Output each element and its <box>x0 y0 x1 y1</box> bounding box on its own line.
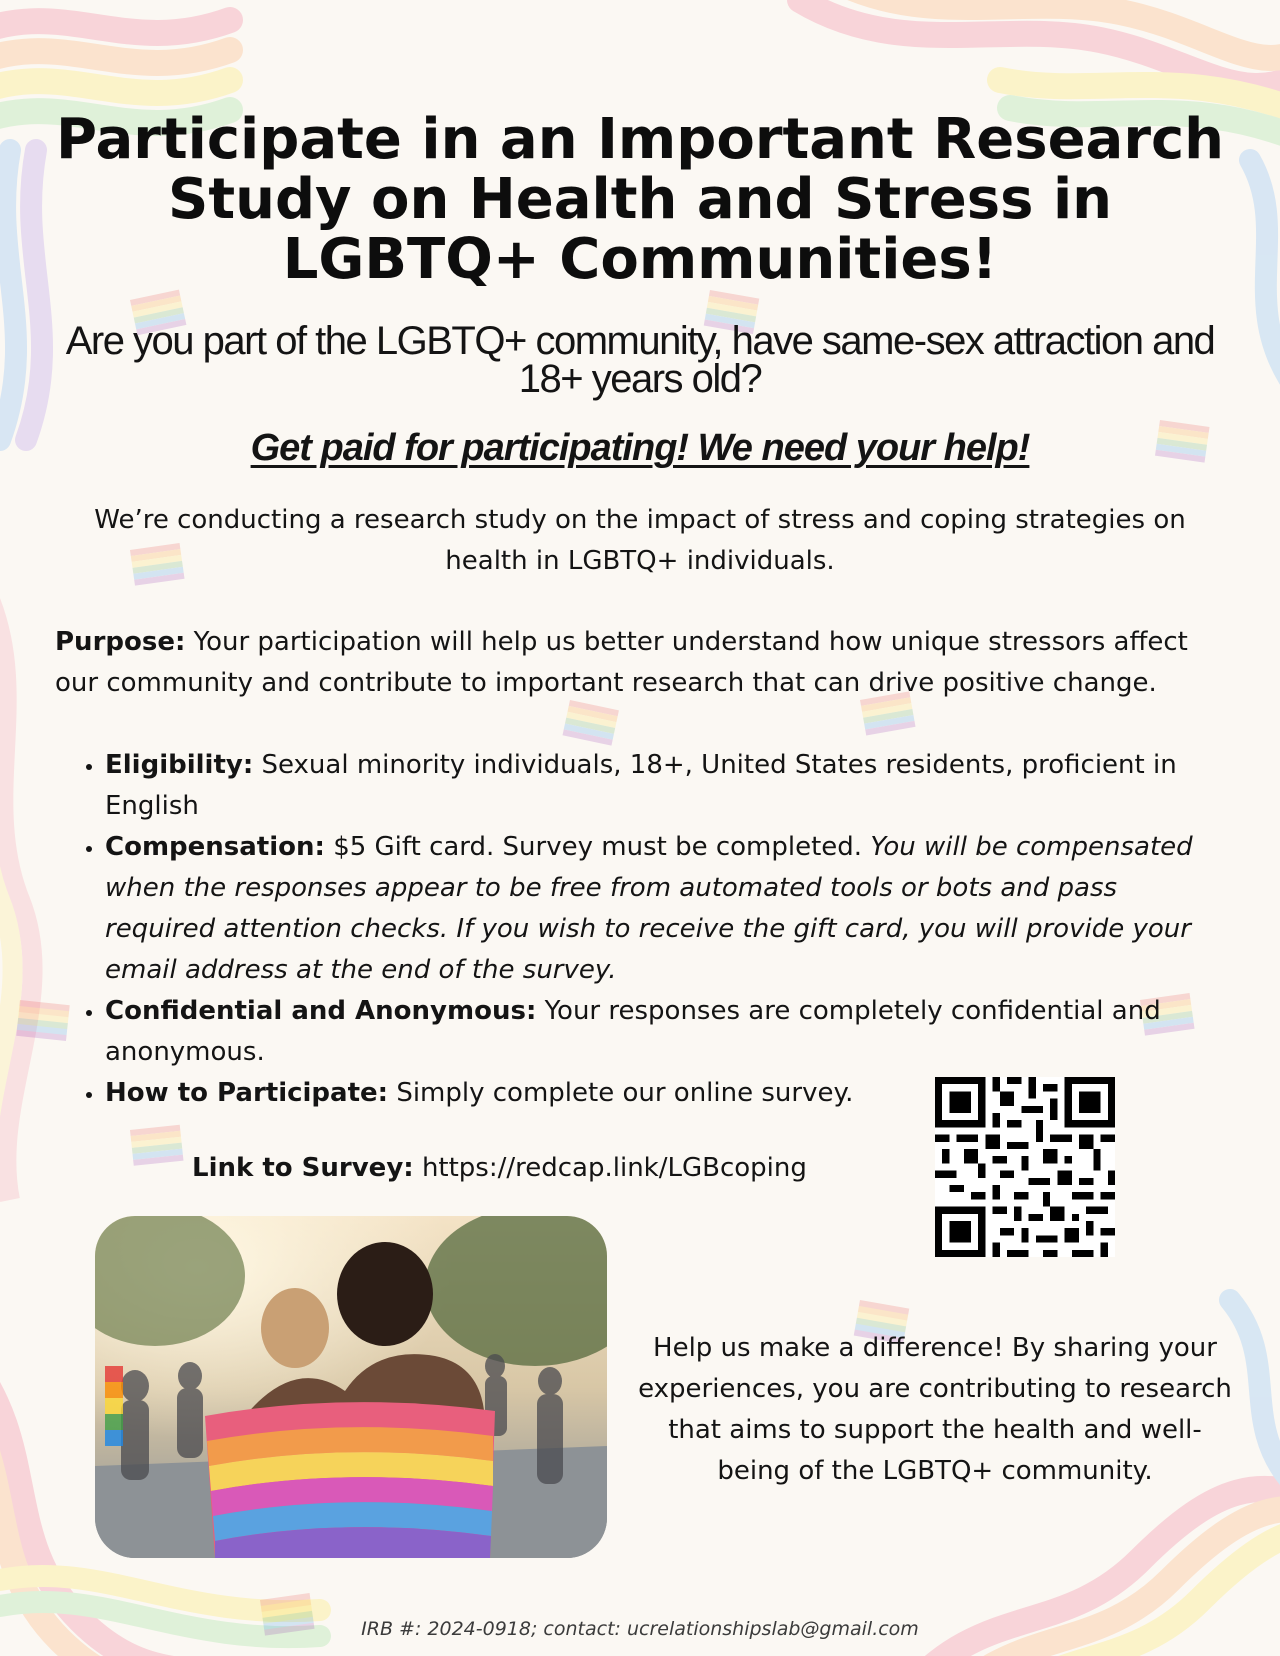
confidential-label: Confidential and Anonymous: <box>105 996 537 1026</box>
purpose-paragraph <box>55 622 1235 704</box>
compensation-text: $5 Gift card. Survey must be completed. <box>333 832 863 862</box>
compensation-label: Compensation: <box>105 832 325 862</box>
survey-link-url[interactable]: https://redcap.link/LGBcoping <box>421 1153 807 1183</box>
how-to-participate-text: Simply complete our online survey. <box>396 1078 854 1108</box>
page-title: Participate in an Important Research Study on Health and Stress in LGBTQ+ Communities! <box>55 107 1225 292</box>
purpose-text: Your participation will help us better understand how unique stressors affect our community and contribute to important research that can drive positive change. <box>55 627 1188 698</box>
list-item-compensation <box>105 827 1225 991</box>
list-item-eligibility <box>105 745 1225 827</box>
details-list <box>55 745 1225 1114</box>
irb-contact-footer: IRB #: 2024-0918; contact: ucrelationshipslab@gmail.com <box>361 1618 919 1640</box>
pride-parade-photo <box>95 1216 607 1558</box>
paid-banner: Get paid for participating! We need your help! <box>250 427 1030 469</box>
purpose-label: Purpose: <box>55 627 186 657</box>
eligibility-text: Sexual minority individuals, 18+, United States residents, proficient in English <box>105 750 1177 821</box>
compensation-conditions: You will be compensated when the responses appear to be free from automated tools or bots and pass required attention checks. If you wish to receive the gift card, you will provide your email address at the end of the survey. <box>105 832 1193 985</box>
eligibility-label: Eligibility: <box>105 750 254 780</box>
list-item-how-to-participate <box>105 1073 925 1114</box>
intro-text: We’re conducting a research study on the impact of stress and coping strategies on health in LGBTQ+ individuals. <box>94 505 1186 576</box>
list-item-confidential <box>105 991 1225 1073</box>
survey-link-label: Link to Survey: <box>192 1153 414 1183</box>
help-text: Help us make a difference! By sharing your experiences, you are contributing to research that aims to support the health and well-being of the LGBTQ+ community. <box>638 1333 1232 1486</box>
survey-link-line <box>192 1148 807 1189</box>
eligibility-question: Are you part of the LGBTQ+ community, have same-sex attraction and 18+ years old? <box>65 319 1215 401</box>
how-to-participate-label: How to Participate: <box>105 1078 389 1108</box>
confidential-text: Your responses are completely confidential and anonymous. <box>105 996 1161 1067</box>
qr-code-icon[interactable] <box>935 1077 1115 1257</box>
